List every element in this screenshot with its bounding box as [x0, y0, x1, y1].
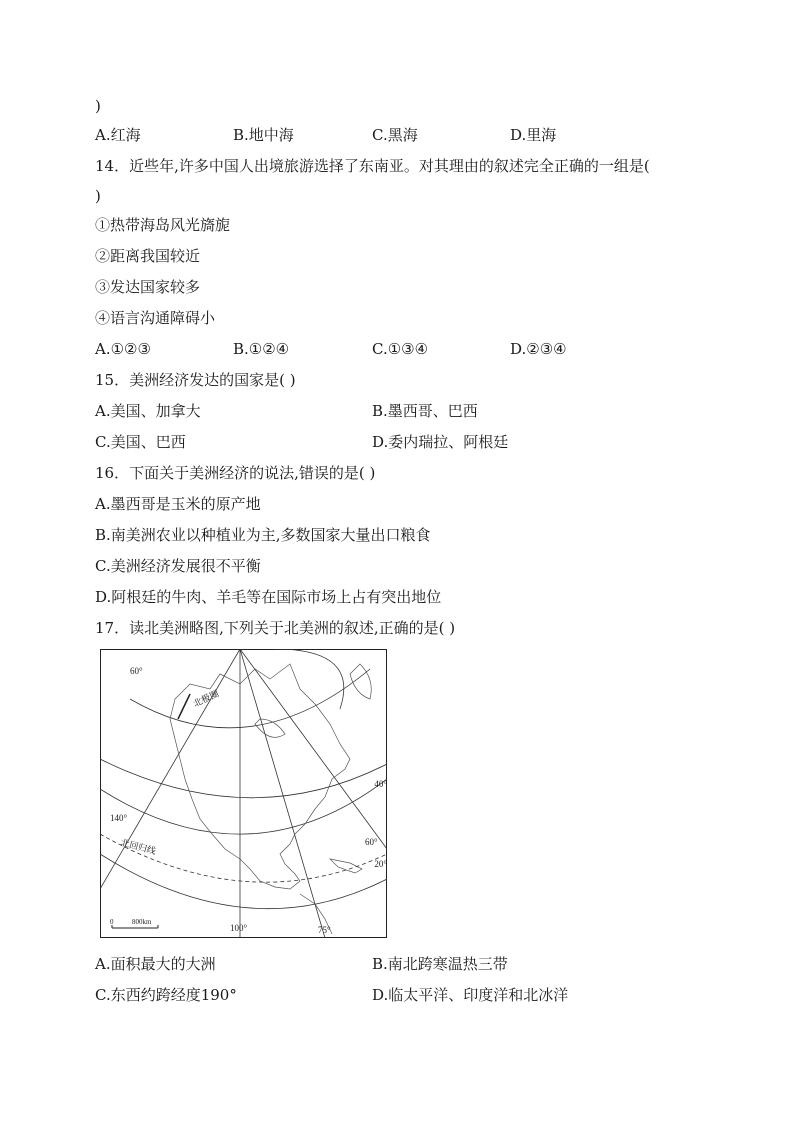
q14-stem: 14．近些年,许多中国人出境旅游选择了东南亚。对其理由的叙述完全正确的一组是(: [95, 157, 650, 175]
label-lon-60: 60°: [365, 837, 378, 847]
label-lon-75: 75°: [318, 925, 331, 935]
q16-option-c[interactable]: C.美洲经济发展很不平衡: [95, 557, 261, 575]
q14-option-d[interactable]: D.②③④: [510, 340, 567, 358]
q14-option-b[interactable]: B.①②④: [233, 340, 290, 358]
q15-option-c[interactable]: C.美国、巴西: [95, 433, 186, 451]
q17-option-c[interactable]: C.东西约跨经度190°: [95, 986, 237, 1004]
q14-item-1: ①热带海岛风光旖旎: [95, 216, 231, 234]
q16-stem: 16．下面关于美洲经济的说法,错误的是( ): [95, 464, 376, 482]
q14-option-a[interactable]: A.①②③: [95, 340, 151, 358]
label-tropic-of-cancer: 北回归线: [119, 837, 157, 857]
label-lat-20: 20°: [374, 859, 387, 869]
q14-item-4: ④语言沟通障碍小: [95, 309, 216, 327]
label-lat-60: 60°: [130, 666, 143, 676]
label-lat-40: 40°: [374, 779, 387, 789]
q13-stem-tail: ): [95, 97, 101, 115]
q17-stem: 17．读北美洲略图,下列关于北美洲的叙述,正确的是( ): [95, 619, 456, 637]
q14-option-c[interactable]: C.①③④: [372, 340, 429, 358]
label-arctic-circle: 北极圈: [191, 688, 221, 709]
q14-item-2: ②距离我国较近: [95, 247, 201, 265]
q13-option-a[interactable]: A.红海: [95, 126, 141, 144]
q16-option-a[interactable]: A.墨西哥是玉米的原产地: [95, 495, 261, 513]
q16-option-d[interactable]: D.阿根廷的牛肉、羊毛等在国际市场上占有突出地位: [95, 588, 442, 606]
label-lon-100: 100°: [230, 923, 248, 933]
scale-zero: 0: [110, 918, 114, 926]
scale-800km: 800km: [132, 918, 152, 926]
q16-option-b[interactable]: B.南美洲农业以种植业为主,多数国家大量出口粮食: [95, 526, 431, 544]
q15-stem: 15．美洲经济发达的国家是( ): [95, 371, 296, 389]
q17-option-a[interactable]: A.面积最大的大洲: [95, 955, 216, 973]
q17-option-d[interactable]: D.临太平洋、印度洋和北冰洋: [372, 986, 569, 1004]
q15-option-a[interactable]: A.美国、加拿大: [95, 402, 201, 420]
q17-option-b[interactable]: B.南北跨寒温热三带: [372, 955, 508, 973]
q15-option-b[interactable]: B.墨西哥、巴西: [372, 402, 478, 420]
q13-option-b[interactable]: B.地中海: [233, 126, 294, 144]
label-lon-140: 140°: [110, 813, 128, 823]
q15-option-d[interactable]: D.委内瑞拉、阿根廷: [372, 433, 509, 451]
north-america-map: [100, 649, 387, 938]
q13-option-d[interactable]: D.里海: [510, 126, 557, 144]
q13-option-c[interactable]: C.黑海: [372, 126, 418, 144]
q14-stem-tail: ): [95, 187, 101, 205]
q14-item-3: ③发达国家较多: [95, 278, 201, 296]
